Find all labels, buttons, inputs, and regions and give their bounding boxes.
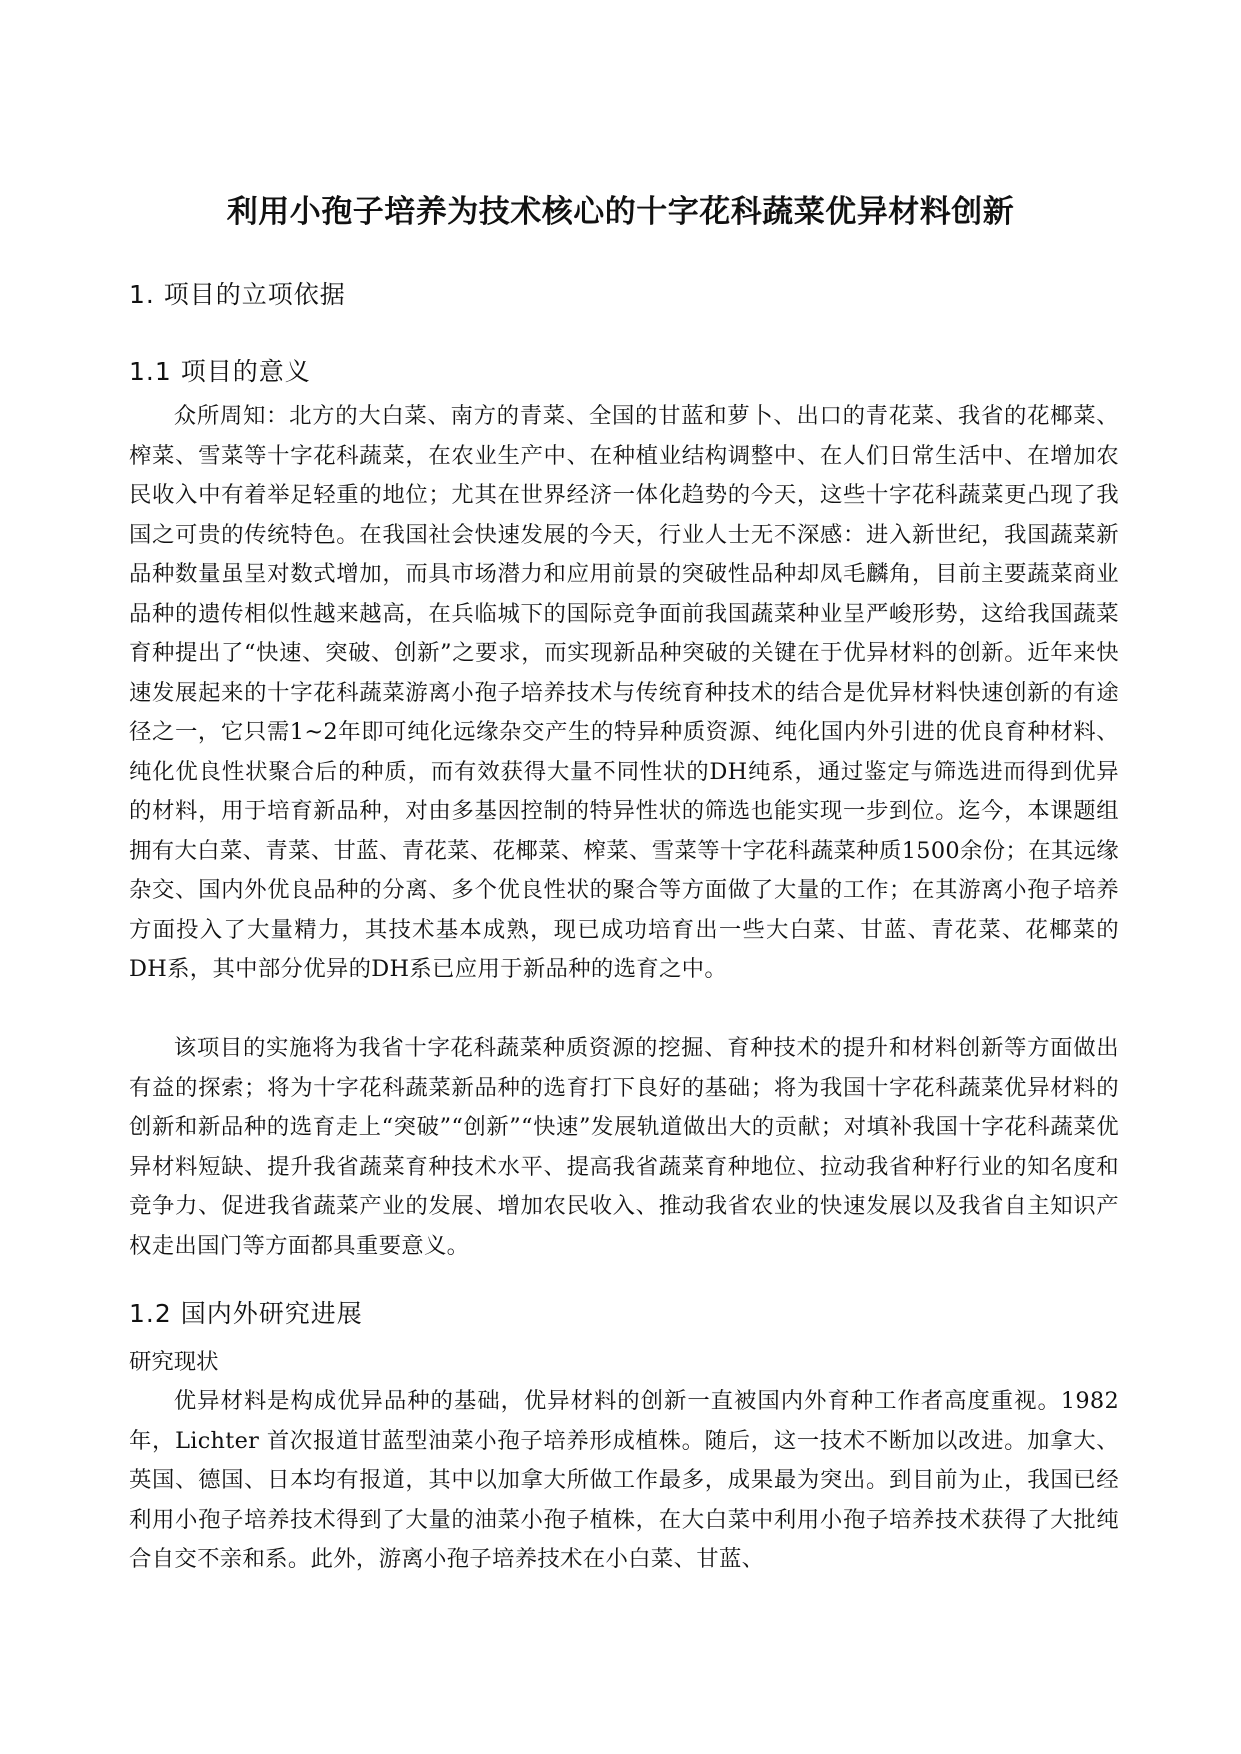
research-status-label: 研究现状	[129, 1349, 219, 1375]
section-heading-1: 1. 项目的立项依据	[129, 280, 346, 309]
document-title: 利用小孢子培养为技术核心的十字花科蔬菜优异材料创新	[226, 194, 1015, 230]
subsection-heading-1-1: 1.1 项目的意义	[129, 357, 311, 386]
paragraph-significance-1: 众所周知：北方的大白菜、南方的青菜、全国的甘蓝和萝卜、出口的青花菜、我省的花椰菜、榨菜、雪菜等十字花科蔬菜，在农业生产中、在种植业结构调整中、在人们日常生活中、在增加农民收入中有着举足轻重的地位；尤其在世界经济一体化趋势的今天，这些十字花科蔬菜更凸现了我国之可贵的传统特色。在我国社会快速发展的今天，行业人士无不深感：进入新世纪，我国蔬菜新品种数量虽呈对数式增加，而具市场潜力和应用前景的突破性品种却凤毛麟角，目前主要蔬菜商业品种的遗传相似性越来越高，在兵临城下的国际竞争面前我国蔬菜种业呈严峻形势，这给我国蔬菜育种提出了“快速、突破、创新”之要求，而实现新品种突破的关键在于优异材料的创新。近年来快速发展起来的十字花科蔬菜游离小孢子培养技术与传统育种技术的结合是优异材料快速创新的有途径之一，它只需1~2年即可纯化远缘杂交产生的特异种质资源、纯化国内外引进的优良育种材料、纯化优良性状聚合后的种质，而有效获得大量不同性状的DH纯系，通过鉴定与筛选进而得到优异的材料，用于培育新品种，对由多基因控制的特异性状的筛选也能实现一步到位。迄今，本课题组拥有大白菜、青菜、甘蓝、青花菜、花椰菜、榨菜、雪菜等十字花科蔬菜种质1500余份；在其远缘杂交、国内外优良品种的分离、多个优良性状的聚合等方面做了大量的工作；在其游离小孢子培养方面投入了大量精力，其技术基本成熟，现已成功培育出一些大白菜、甘蓝、青花菜、花椰菜的DH系，其中部分优异的DH系已应用于新品种的选育之中。	[129, 403, 1119, 982]
paragraph-research-progress: 优异材料是构成优异品种的基础，优异材料的创新一直被国内外育种工作者高度重视。1982 年，Lichter 首次报道甘蓝型油菜小孢子培养形成植株。随后，这一技术不断加以改进。加拿大、英国、德国、日本均有报道，其中以加拿大所做工作最多，成果最为突出。到目前为止，我国已经利用小孢子培养技术得到了大量的油菜小孢子植株，在大白菜中利用小孢子培养技术获得了大批纯合自交不亲和系。此外，游离小孢子培养技术在小白菜、甘蓝、	[129, 1388, 1119, 1572]
paragraph-significance-2: 该项目的实施将为我省十字花科蔬菜种质资源的挖掘、育种技术的提升和材料创新等方面做出有益的探索；将为十字花科蔬菜新品种的选育打下良好的基础；将为我国十字花科蔬菜优异材料的创新和新品种的选育走上“突破”“创新”“快速”发展轨道做出大的贡献；对填补我国十字花科蔬菜优异材料短缺、提升我省蔬菜育种技术水平、提高我省蔬菜育种地位、拉动我省种籽行业的知名度和竞争力、促进我省蔬菜产业的发展、增加农民收入、推动我省农业的快速发展以及我省自主知识产权走出国门等方面都具重要意义。	[129, 1035, 1119, 1259]
subsection-heading-1-2: 1.2 国内外研究进展	[129, 1299, 363, 1328]
